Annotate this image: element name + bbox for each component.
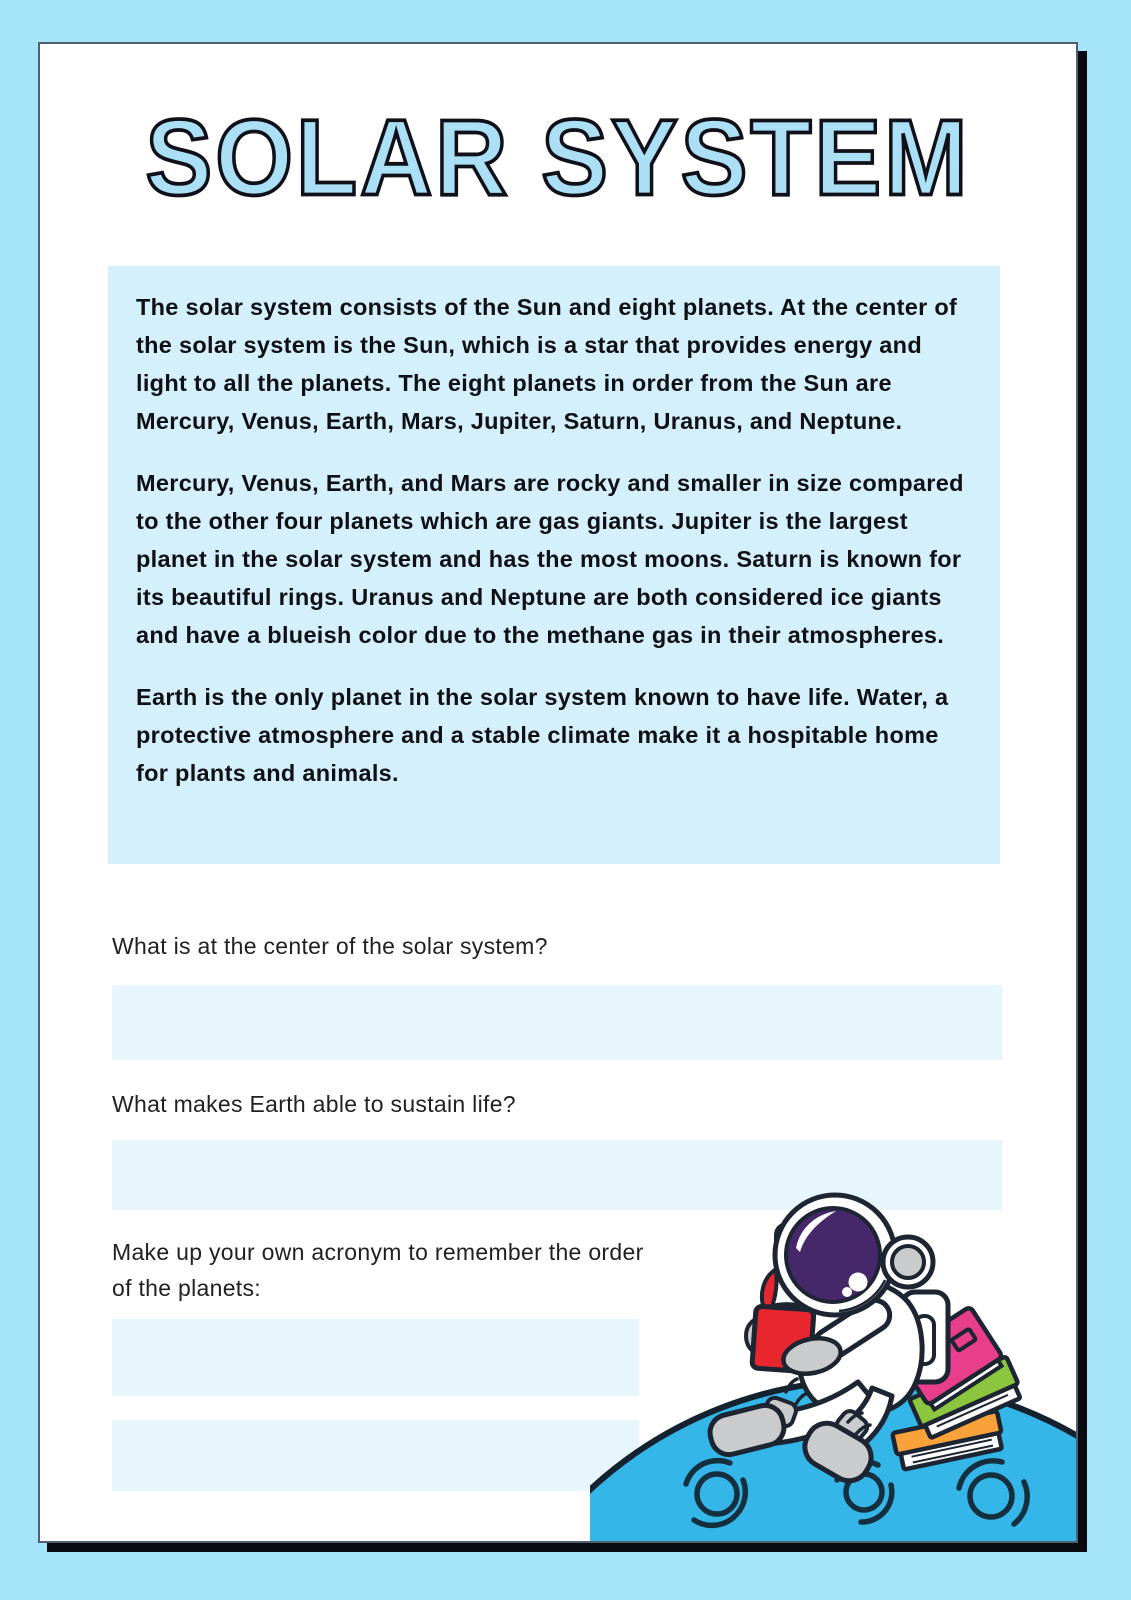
page-title: SOLAR SYSTEM bbox=[145, 97, 971, 219]
question-1-label: What is at the center of the solar system? bbox=[112, 933, 548, 959]
helmet-visor bbox=[786, 1208, 880, 1302]
question-3-answer-box-line-2[interactable] bbox=[112, 1420, 639, 1491]
info-box bbox=[108, 266, 1000, 864]
question-3-label: Make up your own acronym to remember the order of the planets: bbox=[112, 1239, 644, 1301]
question-1-answer-box[interactable] bbox=[112, 985, 1002, 1060]
info-paragraph-2: Mercury, Venus, Earth, and Mars are rocky and smaller in size compared to the other four planets which are gas giants. Jupiter is the largest planet in the solar system and has the most moons. Saturn is known for its beautiful rings. Uranus and Neptune are both considered ice giants and have a blueish color due to the methane gas in their atmospheres. bbox=[136, 470, 964, 648]
worksheet-page bbox=[38, 42, 1078, 1543]
info-paragraph-3: Earth is the only planet in the solar system known to have life. Water, a protective atmosphere and a stable climate make it a hospitable home for plants and animals. bbox=[136, 684, 949, 786]
astronaut-illustration bbox=[590, 1160, 1076, 1541]
question-2-label: What makes Earth able to sustain life? bbox=[112, 1091, 516, 1117]
info-paragraph-1: The solar system consists of the Sun and eight planets. At the center of the solar system is the Sun, which is a star that provides energy and light to all the planets. The eight planets in order from the Sun are Mercury, Venus, Earth, Mars, Jupiter, Saturn, Uranus, and Neptune. bbox=[136, 294, 958, 434]
question-3-answer-box-line-1[interactable] bbox=[112, 1319, 639, 1396]
